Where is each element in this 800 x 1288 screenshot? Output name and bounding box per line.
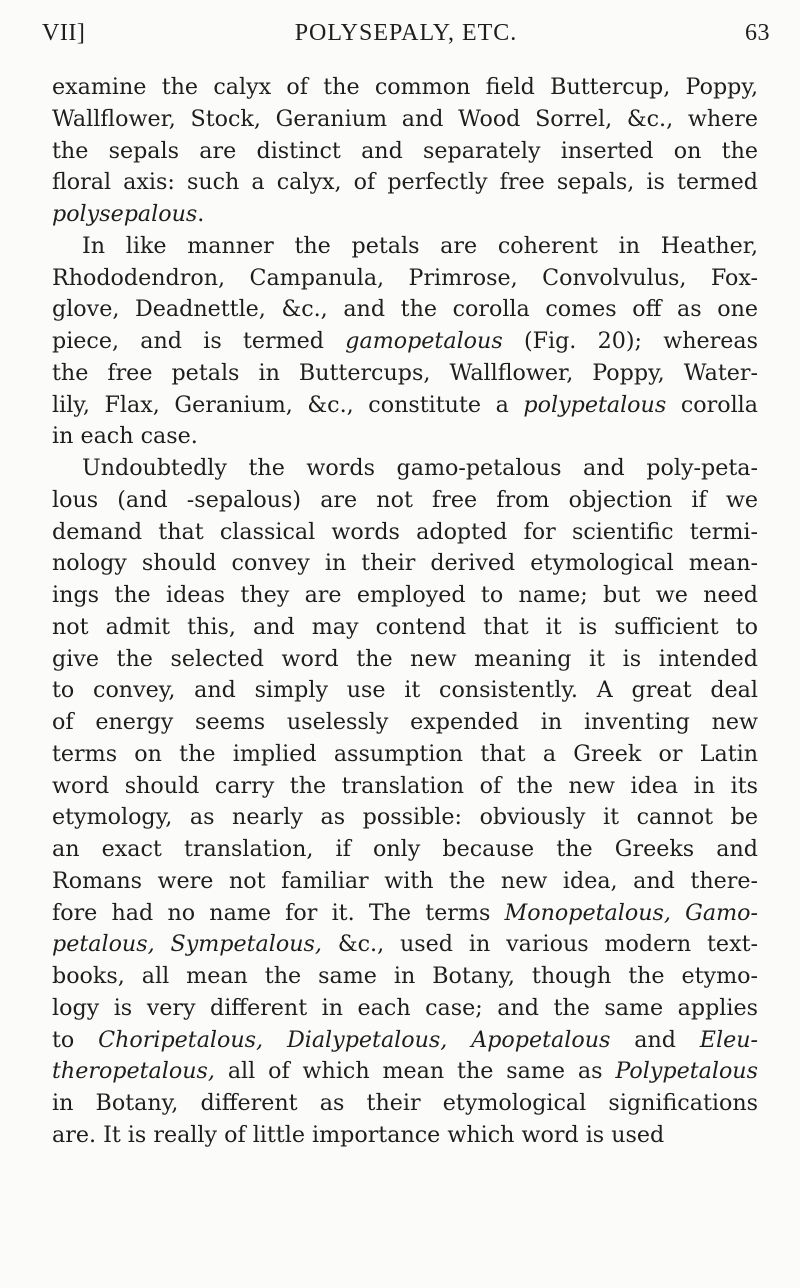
text-run: Wallflower, Stock, Geranium and Wood Sorrel, &c., where [52, 105, 758, 132]
text-run: nology should convey in their derived etymological mean- [52, 550, 758, 577]
text-line [52, 167, 758, 199]
italic-term: gamopetalous [345, 328, 503, 354]
text-line [52, 358, 758, 390]
text-run: are. It is really of little importance which word is used [52, 1121, 665, 1148]
text-line [52, 612, 758, 644]
text-line [52, 263, 758, 295]
text-run: logy is very different in each case; and the same applies [52, 994, 758, 1021]
text-run: lous (and -sepalous) are not free from objection if we [52, 486, 758, 513]
text-run: ings the ideas they are employed to name; but we need [52, 582, 758, 608]
text-run: examine the calyx of the common field Buttercup, Poppy, [52, 74, 758, 100]
text-line [52, 72, 758, 104]
italic-term: Polypetalous [615, 1058, 758, 1085]
chapter-number: VII] [42, 20, 86, 46]
text-line [52, 421, 758, 453]
text-run: lily, Flax, Geranium, &c., constitute a [52, 391, 524, 418]
text-line [52, 675, 758, 707]
text-line [52, 517, 758, 549]
text-line [52, 771, 758, 803]
text-run: the free petals in Buttercups, Wallflower, Poppy, Water- [52, 359, 758, 386]
text-line [52, 548, 758, 580]
text-line [52, 485, 758, 517]
text-run: In like manner the petals are coherent in Heather, [82, 232, 758, 259]
text-line [52, 739, 758, 771]
italic-term: polypetalous [523, 391, 667, 418]
italic-term: Eleu- [699, 1026, 759, 1053]
running-head [42, 12, 770, 52]
text-line [52, 866, 758, 898]
italic-term: theropetalous, [52, 1058, 215, 1085]
text-run: Undoubtedly the words gamo-petalous and poly-peta- [82, 455, 758, 481]
text-line [52, 294, 758, 326]
text-run: word should carry the translation of the new idea in its [52, 772, 758, 799]
text-line [52, 390, 758, 422]
text-line [52, 1025, 758, 1057]
text-run: not admit this, and may contend that it is sufficient to [52, 613, 758, 640]
text-run: glove, Deadnettle, &c., and the corolla comes off as one [52, 296, 758, 323]
text-run: to convey, and simply use it consistently. A great deal [52, 677, 758, 704]
italic-term: Monopetalous, Gamo- [504, 899, 758, 926]
text-line [52, 834, 758, 866]
text-run: etymology, as nearly as possible: obviously it cannot be [52, 804, 758, 831]
text-run: (Fig. 20); whereas [502, 328, 758, 354]
running-title: POLYSEPALY, ETC. [294, 20, 518, 46]
italic-term: petalous, Sympetalous, [52, 931, 322, 958]
text-run: . [197, 201, 205, 227]
text-run: all of which mean the same as [214, 1058, 616, 1085]
text-line [52, 104, 758, 136]
text-run: piece, and is termed [52, 328, 346, 354]
text-run: corolla [666, 391, 758, 418]
text-line [52, 802, 758, 834]
page-number: 63 [745, 20, 770, 46]
italic-term: Choripetalous, Dialypetalous, Apopetalous [98, 1026, 611, 1053]
text-line [52, 1088, 758, 1120]
text-line [52, 199, 758, 231]
text-run: in each case. [52, 423, 198, 450]
text-run: floral axis: such a calyx, of perfectly free sepals, is termed [52, 169, 758, 196]
text-run: terms on the implied assumption that a Greek or Latin [52, 740, 758, 767]
text-line [52, 136, 758, 168]
text-run: &c., used in various modern text- [321, 931, 758, 958]
text-run: in Botany, different as their etymological significations [52, 1090, 758, 1116]
text-run: to [52, 1026, 99, 1053]
text-run: and [610, 1026, 700, 1053]
text-line [52, 326, 758, 358]
text-line [52, 929, 758, 961]
text-run: Romans were not familiar with the new idea, and there- [52, 867, 758, 894]
text-line [52, 1120, 758, 1152]
text-line [52, 993, 758, 1025]
text-line [52, 1056, 758, 1088]
text-line [52, 707, 758, 739]
text-line [52, 644, 758, 676]
text-line [52, 961, 758, 993]
text-line [52, 231, 758, 263]
italic-term: polysepalous [52, 201, 198, 227]
body-text [52, 72, 758, 1152]
text-run: an exact translation, if only because the Greeks and [52, 836, 758, 862]
text-run: fore had no name for it. The terms [52, 899, 505, 926]
text-run: of energy seems uselessly expended in inventing new [52, 709, 758, 735]
text-run: give the selected word the new meaning it is intended [52, 645, 758, 672]
text-run: demand that classical words adopted for scientific termi- [52, 518, 758, 545]
text-line [52, 453, 758, 485]
text-run: the sepals are distinct and separately inserted on the [52, 137, 758, 164]
text-line [52, 898, 758, 930]
text-line [52, 580, 758, 612]
text-run: Rhododendron, Campanula, Primrose, Convolvulus, Fox- [52, 264, 758, 291]
text-run: books, all mean the same in Botany, though the etymo- [52, 963, 758, 989]
